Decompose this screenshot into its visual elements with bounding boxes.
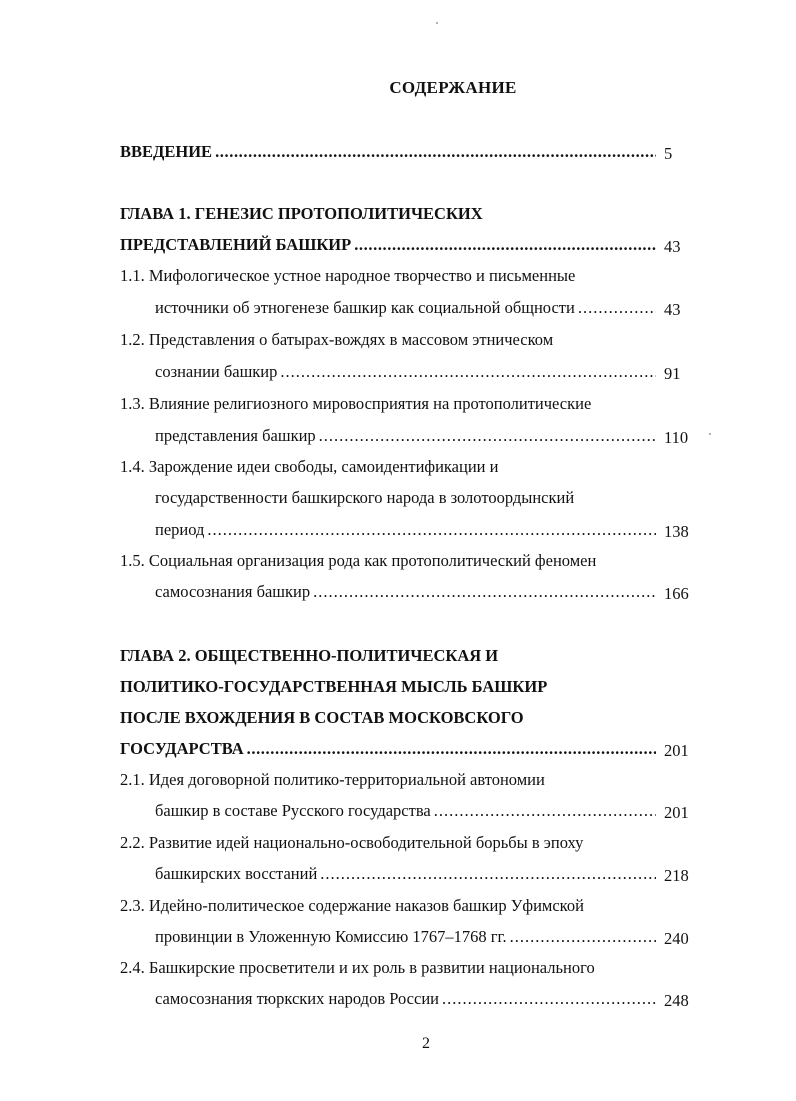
toc-section-1-4-cont [155, 488, 656, 512]
scan-speck [436, 22, 438, 24]
leader-dots [320, 864, 656, 884]
toc-entry-label: ВВЕДЕНИЕ [120, 142, 213, 161]
section-text: самосознания тюркских народов России [155, 989, 439, 1008]
section-text: 1.4. Зарождение идеи свободы, самоидентификации и [120, 457, 499, 476]
section-text: представления башкир [155, 426, 316, 445]
toc-page-number: 201 [664, 803, 689, 822]
section-text: 1.5. Социальная организация рода как протополитический феномен [120, 551, 597, 570]
toc-section-1-5-cont [155, 582, 656, 606]
chapter-heading-text: ПОЛИТИКО-ГОСУДАРСТВЕННАЯ МЫСЛЬ БАШКИР [120, 677, 548, 696]
toc-page-number: 5 [664, 144, 673, 163]
chapter2-heading-line1 [120, 646, 656, 670]
toc-page-number: 248 [664, 991, 689, 1010]
toc-section-1-1-cont [155, 298, 656, 322]
section-text: источники об этногенезе башкир как социальной общности [155, 298, 575, 317]
section-text: 2.2. Развитие идей национально-освободительной борьбы в эпоху [120, 833, 584, 852]
leader-dots [578, 298, 656, 318]
toc-section-2-1-cont [155, 801, 656, 825]
toc-section-1-3 [120, 394, 656, 418]
toc-page-number: 166 [664, 584, 689, 603]
toc-section-1-3-cont [155, 426, 656, 450]
leader-dots [313, 582, 656, 602]
leader-dots [319, 426, 656, 446]
toc-section-1-2-cont [155, 362, 656, 386]
chapter-heading-text: ГЛАВА 2. ОБЩЕСТВЕННО-ПОЛИТИЧЕСКАЯ И [120, 646, 499, 665]
leader-dots [280, 362, 656, 382]
toc-section-1-4-cont2 [155, 520, 656, 544]
section-text: сознании башкир [155, 362, 278, 381]
toc-section-1-1 [120, 266, 656, 290]
toc-section-2-1 [120, 770, 656, 794]
toc-section-1-5 [120, 551, 656, 575]
leader-dots [207, 520, 656, 540]
section-text: 1.1. Мифологическое устное народное творчество и письменные [120, 266, 576, 285]
chapter-heading-text: ПОСЛЕ ВХОЖДЕНИЯ В СОСТАВ МОСКОВСКОГО [120, 708, 524, 727]
section-text: 2.4. Башкирские просветители и их роль в развитии национального [120, 958, 595, 977]
toc-section-1-2 [120, 330, 656, 354]
chapter-heading-text: ПРЕДСТАВЛЕНИЙ БАШКИР [120, 235, 352, 254]
chapter1-heading-line1 [120, 204, 656, 228]
scan-speck [709, 433, 711, 435]
leader-dots [215, 142, 656, 162]
toc-page-number: 43 [664, 237, 681, 256]
toc-section-2-3-cont [155, 927, 656, 951]
section-text: период [155, 520, 205, 539]
toc-section-2-4-cont [155, 989, 656, 1013]
toc-page-number: 138 [664, 522, 689, 541]
leader-dots [442, 989, 656, 1009]
toc-page-number: 43 [664, 300, 681, 319]
chapter-heading-text: ГЛАВА 1. ГЕНЕЗИС ПРОТОПОЛИТИЧЕСКИХ [120, 204, 483, 223]
section-text: самосознания башкир [155, 582, 311, 601]
toc-section-2-2-cont [155, 864, 656, 888]
section-text: провинции в Уложенную Комиссию 1767–1768 гг. [155, 927, 507, 946]
leader-dots [354, 235, 656, 255]
toc-page-number: 201 [664, 741, 689, 760]
toc-title: СОДЕРЖАНИЕ [389, 78, 517, 97]
toc-section-2-3 [120, 896, 656, 920]
section-text: 1.2. Представления о батырах-вождях в массовом этническом [120, 330, 554, 349]
toc-section-1-4 [120, 457, 656, 481]
chapter2-heading-line3 [120, 708, 656, 732]
toc-section-2-2 [120, 833, 656, 857]
leader-dots [434, 801, 656, 821]
section-text: 2.1. Идея договорной политико-территориальной автономии [120, 770, 545, 789]
toc-page-number: 110 [664, 428, 689, 447]
section-text: государственности башкирского народа в золотоордынский [155, 488, 575, 507]
toc-page-number: 218 [664, 866, 689, 885]
section-text: башкирских восстаний [155, 864, 318, 883]
toc-page-number: 91 [664, 364, 681, 383]
section-text: 1.3. Влияние религиозного мировосприятия на протополитические [120, 394, 592, 413]
page-number: 2 [422, 1035, 430, 1052]
chapter1-heading-line2 [120, 235, 656, 259]
toc-entry-intro [120, 142, 656, 166]
toc-page-number: 240 [664, 929, 689, 948]
section-text: 2.3. Идейно-политическое содержание наказов башкир Уфимской [120, 896, 584, 915]
leader-dots [510, 927, 656, 947]
section-text: башкир в составе Русского государства [155, 801, 431, 820]
leader-dots [247, 739, 656, 759]
chapter2-heading-line2 [120, 677, 656, 701]
toc-section-2-4 [120, 958, 656, 982]
chapter-heading-text: ГОСУДАРСТВА [120, 739, 244, 758]
chapter2-heading-line4 [120, 739, 656, 763]
